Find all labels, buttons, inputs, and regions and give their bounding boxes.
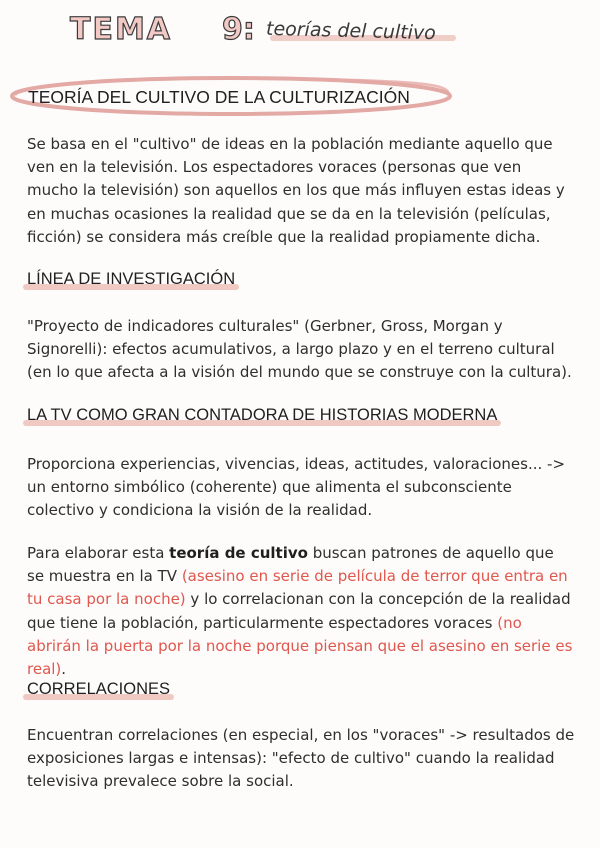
section-heading-correlaciones: CORRELACIONES	[27, 680, 170, 699]
bold-term: teoría de cultivo	[169, 544, 308, 562]
linea-paragraph: "Proyecto de indicadores culturales" (Gerbner, Gross, Morgan y Signorelli): efectos acumulativos, a largo plazo y en el terreno cultural (en lo que afecta a la visión del mundo que se construye con la cultura).	[27, 317, 572, 382]
section-heading-linea: LÍNEA DE INVESTIGACIÓN	[27, 270, 235, 289]
tema-subtitle: teorías del cultivo	[265, 17, 437, 45]
main-heading: TEORÍA DEL CULTIVO DE LA CULTURIZACIÓN	[28, 87, 410, 107]
tv-paragraph-2: Para elaborar esta teoría de cultivo buscan patrones de aquello que se muestra en la TV (asesino en serie de película de terror que entra en tu casa por la noche) y lo correlacionan con la concepción de la realidad que tiene la población, particularmente espectadores voraces (no abrirán la puerta por la noche porque piensan que el asesino en serie es real).	[27, 544, 573, 679]
red-example-2: (no abrirán la puerta por la noche porque piensan que el asesino en serie es real)	[27, 613, 573, 679]
tv-paragraph-1: Proporciona experiencias, vivencias, ideas, actitudes, valoraciones... -> un entorno simbólico (coherente) que alimenta el subconsciente colectivo y condiciona la visión de la realidad.	[27, 455, 566, 520]
tema-number: 9:	[222, 12, 255, 47]
page-title	[70, 12, 470, 52]
section-heading-tv: LA TV COMO GRAN CONTADORA DE HISTORIAS MODERNA	[27, 406, 497, 425]
correlaciones-paragraph: Encuentran correlaciones (en especial, en los "voraces" -> resultados de exposiciones largas e intensas): "efecto de cultivo" cuando la realidad televisiva prevalece sobre la social.	[27, 726, 575, 791]
intro-paragraph: Se basa en el "cultivo" de ideas en la población mediante aquello que ven en la televisión. Los espectadores voraces (personas que ven mucho la televisión) son aquellos en los que más influyen estas ideas y en muchas ocasiones la realidad que se da en la televisión (películas, ficción) se considera más creíble que la realidad propiamente dicha.	[27, 135, 565, 246]
tema-label: TEMA	[70, 12, 173, 47]
red-example-1: (asesino en serie de película de terror que entra en tu casa por la noche)	[27, 567, 568, 609]
